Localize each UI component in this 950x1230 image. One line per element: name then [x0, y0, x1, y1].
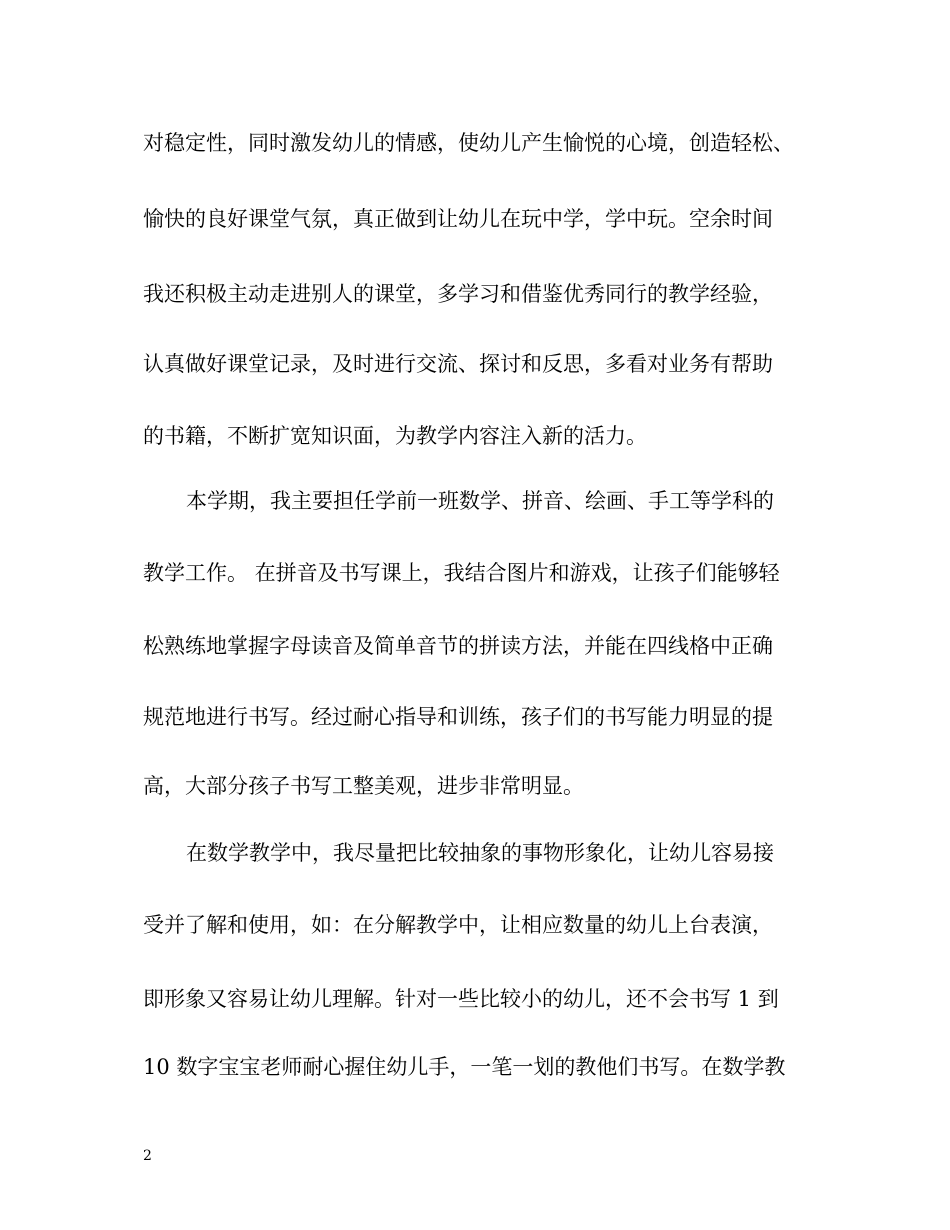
text-line: 10 数字宝宝老师耐心握住幼儿手，一笔一划的教他们书写。在数学教	[143, 1055, 786, 1079]
text-line: 我还积极主动走进别人的课堂，多学习和借鉴优秀同行的教学经验，	[143, 282, 773, 306]
text-line: 教学工作。 在拼音及书写课上，我结合图片和游戏，让孩子们能够轻	[143, 561, 780, 585]
text-line: 高，大部分孩子书写工整美观，进步非常明显。	[143, 774, 584, 798]
page-number: 2	[143, 1148, 152, 1164]
text-line: 对稳定性，同时激发幼儿的情感，使幼儿产生愉悦的心境，创造轻松、	[143, 131, 794, 155]
text-line: 受并了解和使用，如：在分解教学中，让相应数量的幼儿上台表演，	[143, 913, 773, 937]
text-line: 松熟练地掌握字母读音及简单音节的拼读方法，并能在四线格中正确	[143, 634, 773, 658]
text-line: 规范地进行书写。经过耐心指导和训练，孩子们的书写能力明显的提	[143, 705, 773, 729]
paragraph-start-line: 本学期，我主要担任学前一班数学、拼音、绘画、手工等学科的	[186, 489, 774, 513]
text-line: 即形象又容易让幼儿理解。针对一些比较小的幼儿，还不会书写 1 到	[143, 987, 779, 1011]
text-line: 愉快的良好课堂气氛，真正做到让幼儿在玩中学，学中玩。空余时间	[143, 207, 773, 231]
paragraph-start-line: 在数学教学中，我尽量把比较抽象的事物形象化，让幼儿容易接	[186, 841, 774, 865]
text-line: 认真做好课堂记录，及时进行交流、探讨和反思，多看对业务有帮助	[143, 352, 773, 376]
text-line: 的书籍，不断扩宽知识面，为教学内容注入新的活力。	[143, 424, 647, 448]
